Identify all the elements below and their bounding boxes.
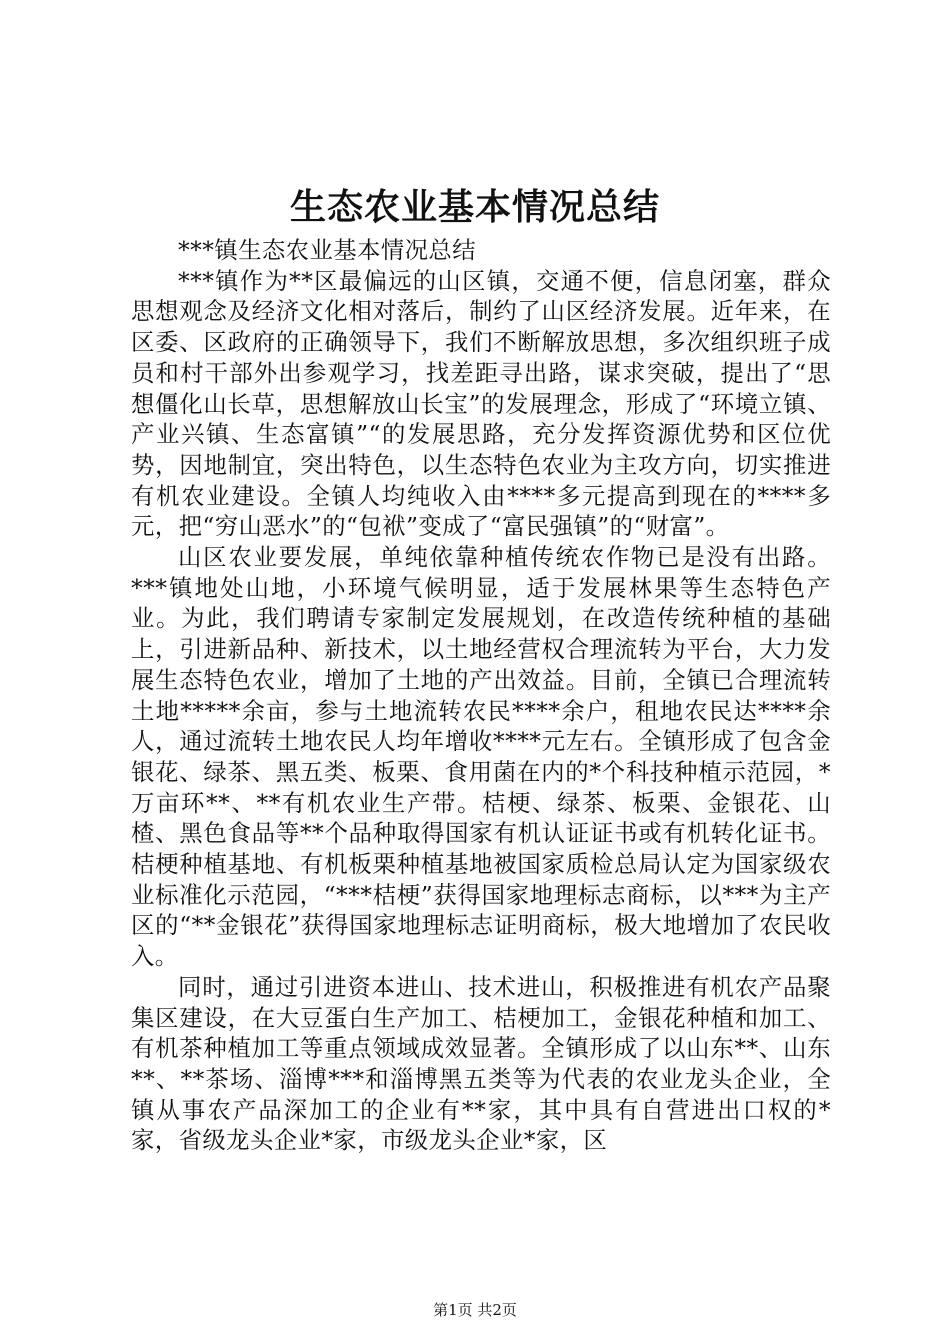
- page-footer: 第1页 共2页: [433, 1301, 517, 1319]
- document-body: [131, 235, 831, 1156]
- paragraph-agriculture: 山区农业要发展，单纯依靠种植传统农作物已是没有出路。***镇地处山地，小环境气候明显，适于发展林果等生态特色产业。为此，我们聘请专家制定发展规划，在改造传统种植的基础上，引进新品种、新技术，以土地经营权合理流转为平台，大力发展生态特色农业，增加了土地的产出效益。目前，全镇已合理流转土地*****余亩，参与土地流转农民****余户，租地农民达****余人，通过流转土地农民人均年增收****元左右。全镇形成了包含金银花、绿茶、黑五类、板栗、食用菌在内的*个科技种植示范园，*万亩环**、**有机农业生产带。桔梗、绿茶、板栗、金银花、山楂、黑色食品等**个品种取得国家有机认证证书或有机转化证书。桔梗种植基地、有机板栗种植基地被国家质检总局认定为国家级农业标准化示范园，“***桔梗”获得国家地理标志商标，以***为主产区的“**金银花”获得国家地理标志证明商标，极大地增加了农民收入。: [131, 543, 831, 971]
- paragraph-processing: 同时，通过引进资本进山、技术进山，积极推进有机农产品聚集区建设，在大豆蛋白生产加工、桔梗加工，金银花种植和加工、有机茶种植加工等重点领域成效显著。全镇形成了以山东**、山东**、**茶场、淄博***和淄博黑五类等为代表的农业龙头企业，全镇从事农产品深加工的企业有**家，其中具有自营进出口权的*家，省级龙头企业*家，市级龙头企业*家，区: [131, 972, 831, 1155]
- document-title: 生态农业基本情况总结: [289, 187, 660, 228]
- paragraph-intro: ***镇作为**区最偏远的山区镇，交通不便，信息闭塞，群众思想观念及经济文化相对落后，制约了山区经济发展。近年来，在区委、区政府的正确领导下，我们不断解放思想，多次组织班子成员和村干部外出参观学习，找差距寻出路，谋求突破，提出了“思想僵化山长草，思想解放山长宝”的发展理念，形成了“环境立镇、产业兴镇、生态富镇”“的发展思路，充分发挥资源优势和区位优势，因地制宜，突出特色，以生态特色农业为主攻方向，切实推进有机农业建设。全镇人均纯收入由****多元提高到现在的****多元，把“穷山恶水”的“包袱”变成了“富民强镇”的“财富”。: [131, 266, 831, 541]
- paragraph-subtitle: ***镇生态农业基本情况总结: [178, 236, 476, 264]
